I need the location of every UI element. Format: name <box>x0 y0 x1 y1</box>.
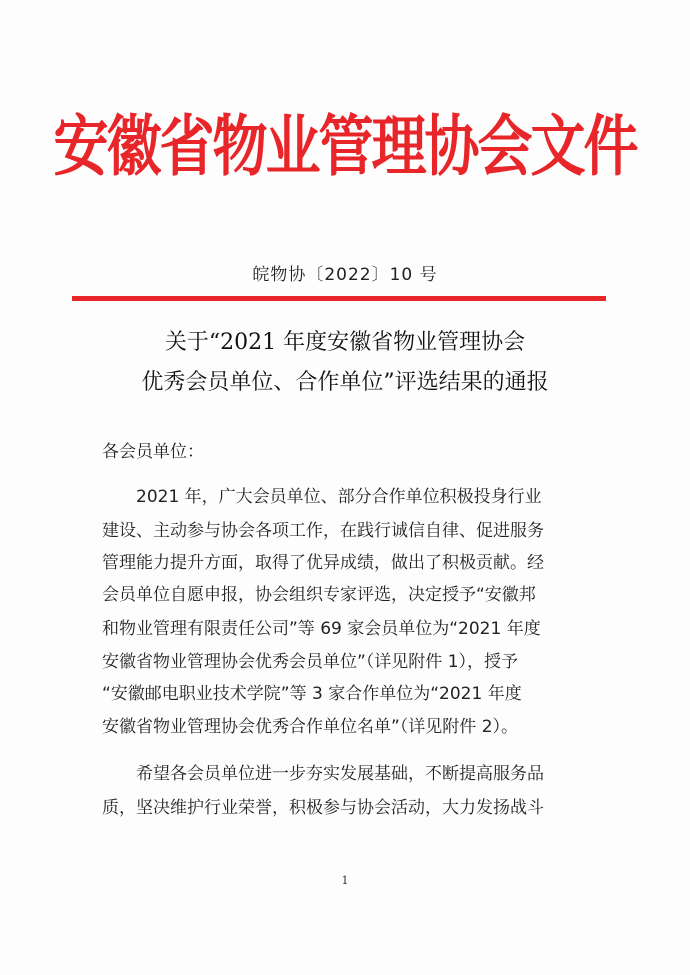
body-line: 管理能力提升方面，取得了优异成绩，做出了积极贡献。经 <box>102 553 544 573</box>
body-line: 质，坚决维护行业荣誉，积极参与协会活动，大力发扬战斗 <box>102 798 544 818</box>
red-divider-line <box>72 296 606 301</box>
org-masthead-title: 安徽省物业管理协会文件 <box>53 106 637 185</box>
notice-title-line-2: 优秀会员单位、合作单位”评选结果的通报 <box>141 370 549 395</box>
notice-title-line-1: 关于“2021 年度安徽省物业管理协会 <box>164 330 526 355</box>
body-line: 安徽省物业管理协会优秀会员单位”（详见附件 1），授予 <box>102 652 519 672</box>
body-line: 和物业管理有限责任公司”等 69 家会员单位为“2021 年度 <box>102 619 541 639</box>
body-line: 希望各会员单位进一步夯实发展基础，不断提高服务品 <box>136 764 544 784</box>
document-number: 皖物协〔2022〕10 号 <box>252 265 438 285</box>
body-line: 建设、主动参与协会各项工作，在践行诚信自律、促进服务 <box>102 521 544 541</box>
body-line: 2021 年，广大会员单位、部分合作单位积极投身行业 <box>136 487 542 507</box>
body-line: 安徽省物业管理协会优秀合作单位名单”（详见附件 2）。 <box>102 717 519 737</box>
page-number: 1 <box>341 874 349 887</box>
body-line: “安徽邮电职业技术学院”等 3 家合作单位为“2021 年度 <box>102 684 522 704</box>
body-line: 会员单位自愿申报，协会组织专家评选，决定授予“安徽邦 <box>102 585 536 605</box>
salutation: 各会员单位： <box>102 442 204 462</box>
